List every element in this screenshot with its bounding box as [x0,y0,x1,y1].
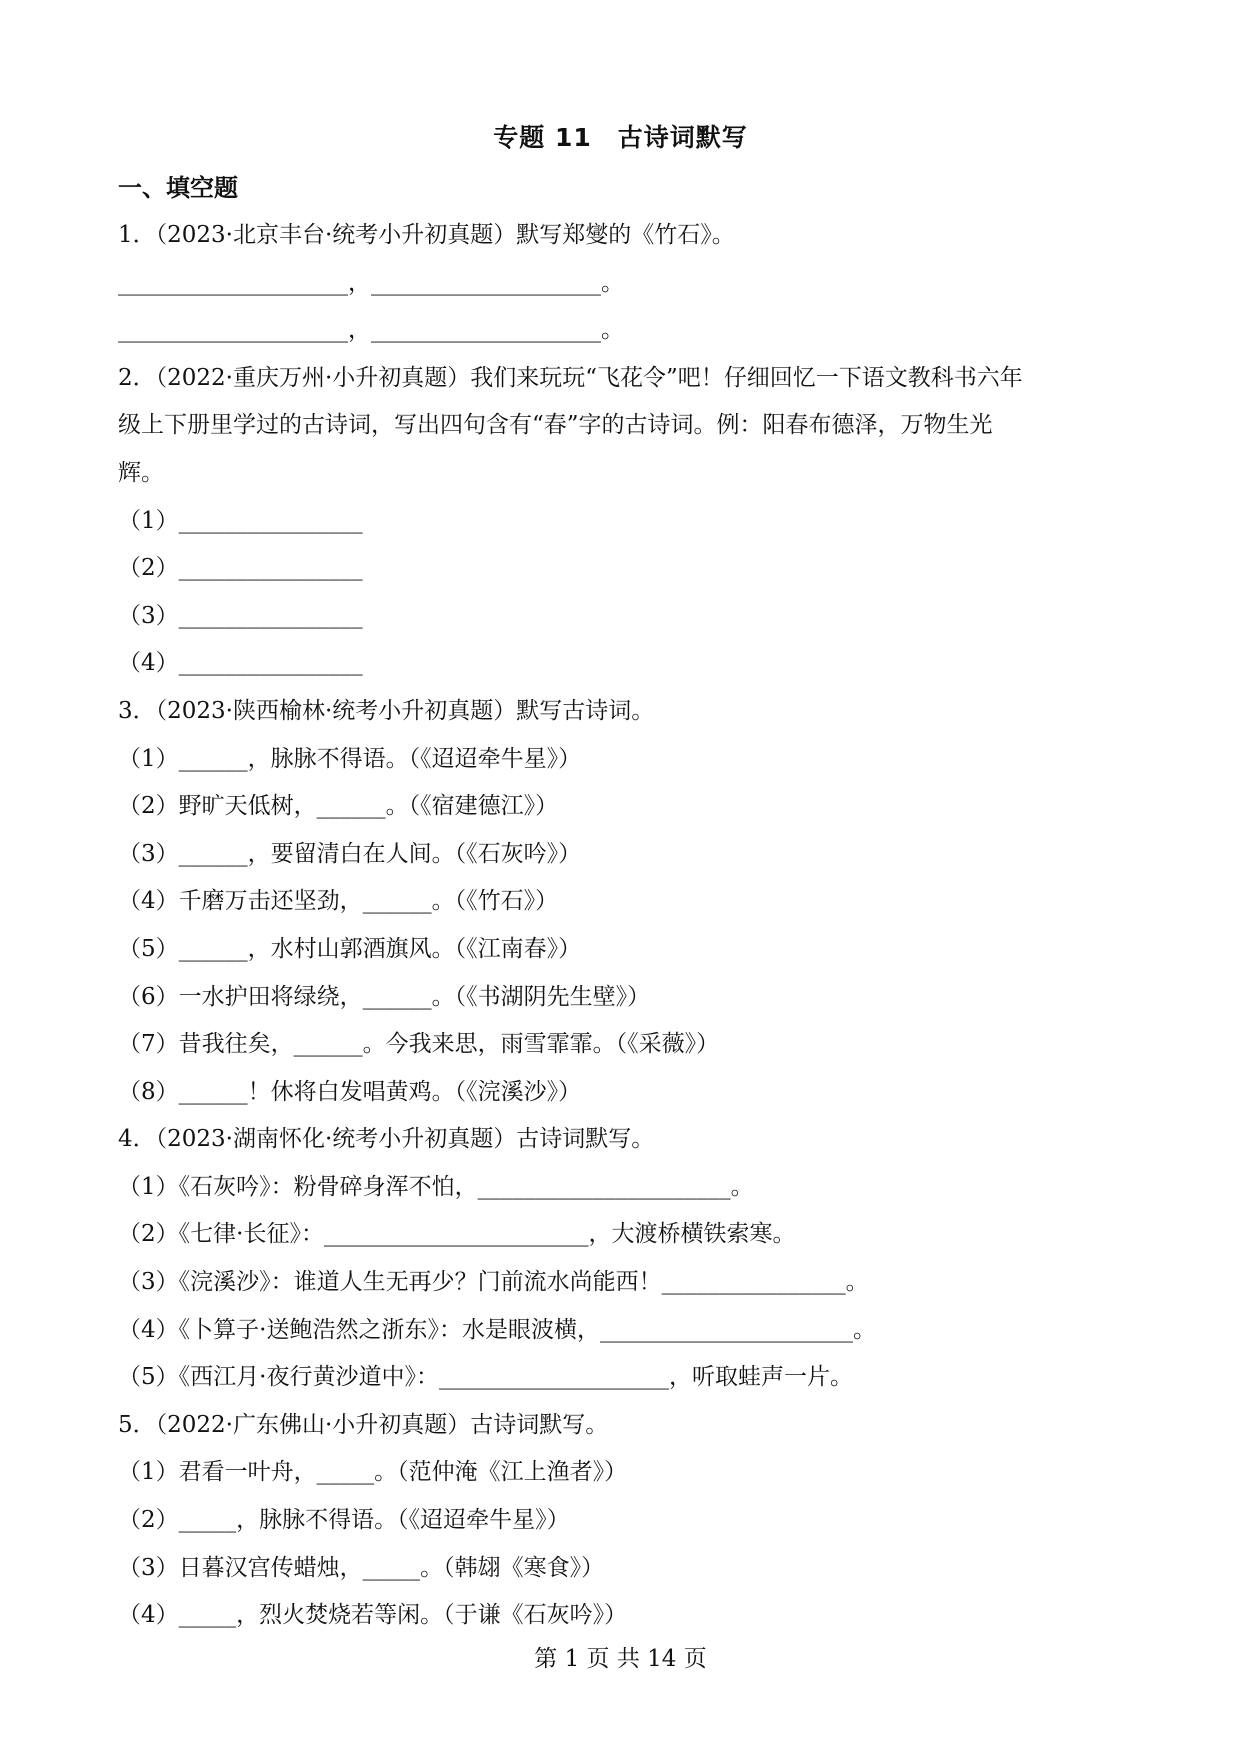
question-4-item-3: （3）《浣溪沙》：谁道人生无再少？门前流水尚能西！________________。 [118,1269,869,1296]
question-4-item-4: （4）《卜算子·送鲍浩然之浙东》：水是眼波横，______________________。 [118,1316,876,1343]
question-3-prompt: 3．（2023·陕西榆林·统考小升初真题）默写古诗词。 [118,697,655,724]
question-2-item-2: （2）________________ [118,555,363,582]
question-2-item-4: （4）________________ [118,650,363,677]
question-2-prompt-line-3: 辉。 [118,459,164,486]
question-2-item-3: （3）________________ [118,602,363,629]
question-3-item-5: （5）______，水村山郭酒旗风。（《江南春》） [118,935,582,962]
question-4-item-1: （1）《石灰吟》：粉骨碎身浑不怕，______________________。 [118,1173,754,1200]
question-1-prompt: 1．（2023·北京丰台·统考小升初真题）默写郑燮的《竹石》。 [118,222,735,248]
question-4-item-2: （2）《七律·长征》：_______________________，大渡桥横铁索寒。 [118,1221,796,1248]
question-4-item-5: （5）《西江月·夜行黄沙道中》：____________________，听取蛙声一片。 [118,1364,853,1391]
question-5-prompt: 5．（2022·广东佛山·小升初真题）古诗词默写。 [118,1411,609,1438]
question-2-prompt-line-1: 2．（2022·重庆万州·小升初真题）我们来玩玩“飞花令”吧！仔细回忆一下语文教科书六年 [118,364,1023,391]
question-3-item-8: （8）______！休将白发唱黄鸡。（《浣溪沙》） [118,1078,582,1105]
page-footer: 第 1 页 共 14 页 [534,1646,707,1672]
question-3-item-7: （7）昔我往矣，______。今我来思，雨雪霏霏。（《采薇》） [118,1031,720,1058]
question-3-item-3: （3）______，要留清白在人间。（《石灰吟》） [118,840,582,867]
question-3-item-6: （6）一水护田将绿绕，______。（《书湖阴先生壁》） [118,983,651,1010]
question-3-item-2: （2）野旷天低树，______。（《宿建德江》） [118,793,559,820]
question-5-item-1: （1）君看一叶舟，_____。（范仲淹《江上渔者》） [118,1459,628,1486]
question-list [118,212,1128,1640]
question-1-blank-line-2: ____________________，____________________。 [118,317,624,344]
question-1-blank-line-1: ____________________，____________________。 [118,269,624,296]
question-5-item-4: （4）_____，烈火焚烧若等闲。（于谦《石灰吟》） [118,1602,628,1629]
question-2-item-1: （1）________________ [118,507,363,534]
section-heading: 一、填空题 [118,174,238,202]
page-title: 专题 11 古诗词默写 [493,123,748,152]
question-2-prompt-line-2: 级上下册里学过的古诗词，写出四句含有“春”字的古诗词。例：阳春布德泽，万物生光 [118,412,993,439]
question-5-item-3: （3）日暮汉宫传蜡烛，_____。（韩翃《寒食》） [118,1554,605,1581]
question-5-item-2: （2）_____，脉脉不得语。（《迢迢牵牛星》） [118,1507,570,1534]
question-3-item-1: （1）______，脉脉不得语。（《迢迢牵牛星》） [118,745,582,772]
question-3-item-4: （4）千磨万击还坚劲，______。（《竹石》） [118,888,559,915]
question-4-prompt: 4．（2023·湖南怀化·统考小升初真题）古诗词默写。 [118,1126,655,1153]
